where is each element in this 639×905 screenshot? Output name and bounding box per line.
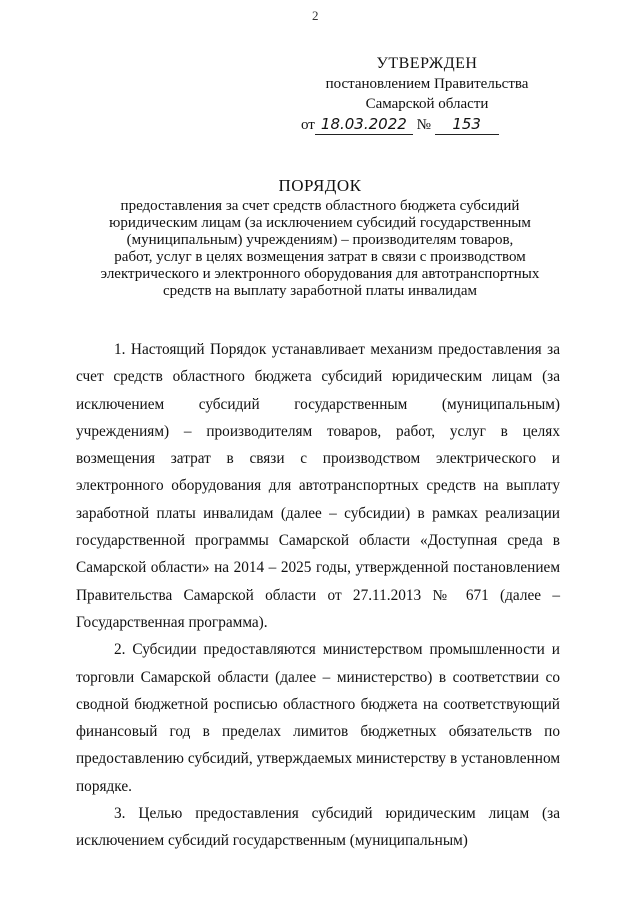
subtitle-line: юридическим лицам (за исключением субсидий государственным bbox=[109, 215, 531, 231]
subtitle-line: предоставления за счет средств областного бюджета субсидий bbox=[120, 198, 520, 214]
document-subtitle bbox=[60, 198, 580, 300]
handwritten-number: 153 bbox=[435, 114, 499, 135]
approval-stamp: УТВЕРЖДЕН bbox=[376, 55, 478, 72]
paragraph-1: 1. Настоящий Порядок устанавливает механизм предоставления за счет средств областного бюджета субсидий юридическим лицам (за исключением субсидий государственным (муниципальным) учреждениям) – производителям товаров, работ, услуг в целях возмещения затрат в связи с производством электрического и электронного оборудования для автотранспортных средств на выплату заработной платы инвалидам (далее – субсидии) в рамках реализации государственной программы Самарской области «Доступная среда в Самарской области» на 2014 – 2025 годы, утвержденной постановлением Правительства Самарской области от 27.11.2013 № 671 (далее – Государственная программа). bbox=[76, 341, 560, 631]
paragraph-3: 3. Целью предоставления субсидий юридическим лицам (за исключением субсидий государственным (муниципальным) bbox=[76, 805, 560, 850]
date-prefix: от bbox=[301, 117, 315, 133]
approval-block bbox=[297, 54, 557, 135]
approval-line-1: постановлением Правительства bbox=[325, 76, 529, 92]
subtitle-line: (муниципальным) учреждениям) – производителям товаров, bbox=[126, 232, 514, 248]
title-block bbox=[60, 176, 580, 300]
document-title: ПОРЯДОК bbox=[278, 176, 362, 195]
handwritten-date: 18.03.2022 bbox=[315, 114, 413, 135]
approval-date-line bbox=[297, 114, 557, 135]
number-prefix: № bbox=[416, 117, 431, 133]
paragraph-2: 2. Субсидии предоставляются министерством промышленности и торговли Самарской области (далее – министерство) в соответствии со сводной бюджетной росписью областного бюджета на соответствующий финансовый год в пределах лимитов бюджетных обязательств по предоставлению субсидий, утверждаемых министерству в установленном порядке. bbox=[76, 641, 560, 795]
subtitle-line: средств на выплату заработной платы инвалидам bbox=[162, 283, 477, 299]
document-body bbox=[76, 336, 560, 855]
approval-line-2: Самарской области bbox=[365, 96, 489, 112]
subtitle-line: электрического и электронного оборудования для автотранспортных bbox=[100, 266, 540, 282]
subtitle-line: работ, услуг в целях возмещения затрат в связи с производством bbox=[114, 249, 526, 265]
page-number: 2 bbox=[312, 8, 319, 23]
